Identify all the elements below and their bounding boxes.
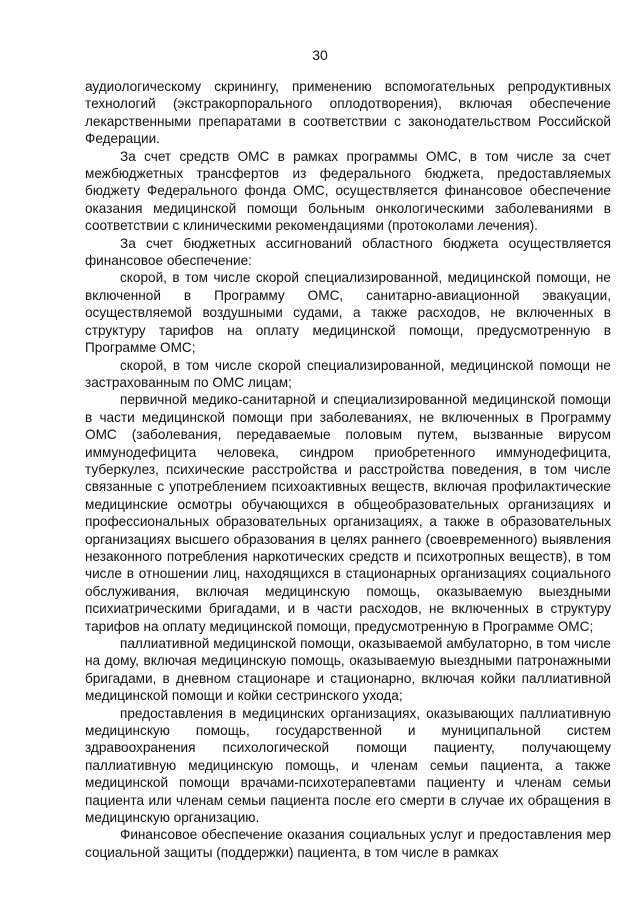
body-text	[85, 78, 611, 861]
paragraph: скорой, в том числе скорой специализированной, медицинской помощи не застрахованным по ОМС лицам;	[85, 357, 611, 390]
paragraph: первичной медико-санитарной и специализированной медицинской помощи в части медицинской помощи при заболеваниях, не включенных в Программу ОМС (заболевания, передаваемые половым путем, вызванные вирусом иммунодефицита человека, синдром приобретенного иммунодефицита, туберкулез, психические расстройства и расстройства поведения, в том числе связанные с употреблением психоактивных веществ, включая профилактические медицинские осмотры обучающихся в общеобразовательных организациях и профессиональных образовательных организациях, а также в образовательных организациях высшего образования в целях раннего (своевременного) выявления незаконного потребления наркотических средств и психотропных веществ), в том числе в отношении лиц, находящихся в стационарных организациях социального обслуживания, включая медицинскую помощь, оказываемую выездными психиатрическими бригадами, и в части расходов, не включенных в структуру тарифов на оплату медицинской помощи, предусмотренную в Программе ОМС;	[85, 392, 611, 634]
page-number: 30	[312, 47, 328, 63]
paragraph: За счет бюджетных ассигнований областного бюджета осуществляется финансовое обеспечение:	[85, 235, 611, 269]
paragraph: скорой, в том числе скорой специализированной, медицинской помощи, не включенной в Программу ОМС, санитарно-авиационной эвакуации, осуществляемой воздушными судами, а также расходов, не включенных в структуру тарифов на оплату медицинской помощи, предусмотренную в Программе ОМС;	[85, 270, 611, 356]
paragraph: Финансовое обеспечение оказания социальных услуг и предоставления мер социальной защиты (поддержки) пациента, в том числе в рамках	[85, 827, 611, 860]
paragraph: За счет средств ОМС в рамках программы ОМС, в том числе за счет межбюджетных трансфертов из федерального бюджета, предоставляемых бюджету Федерального фонда ОМС, осуществляется финансовое обеспечение оказания медицинской помощи больным онкологическими заболеваниями в соответствии с клиническими рекомендациями (протоколами лечения).	[85, 148, 611, 234]
paragraph: паллиативной медицинской помощи, оказываемой амбулаторно, в том числе на дому, включая медицинскую помощь, оказываемую выездными патронажными бригадами, в дневном стационаре и стационарно, включая койки паллиативной медицинской помощи и койки сестринского ухода;	[85, 636, 611, 704]
paragraph: аудиологическому скринингу, применению вспомогательных репродуктивных технологий (экстракорпорального оплодотворения), включая обеспечение лекарственными препаратами в соответствии с законодательством Российской Федерации.	[85, 79, 611, 147]
paragraph: предоставления в медицинских организациях, оказывающих паллиативную медицинскую помощь, государственной и муниципальной систем здравоохранения психологической помощи пациенту, получающему паллиативную медицинскую помощь, и членам семьи пациента, а также медицинской помощи врачами-психотерапевтами пациенту и членам семьи пациента или членам семьи пациента после его смерти в случае их обращения в медицинскую организацию.	[85, 705, 611, 826]
